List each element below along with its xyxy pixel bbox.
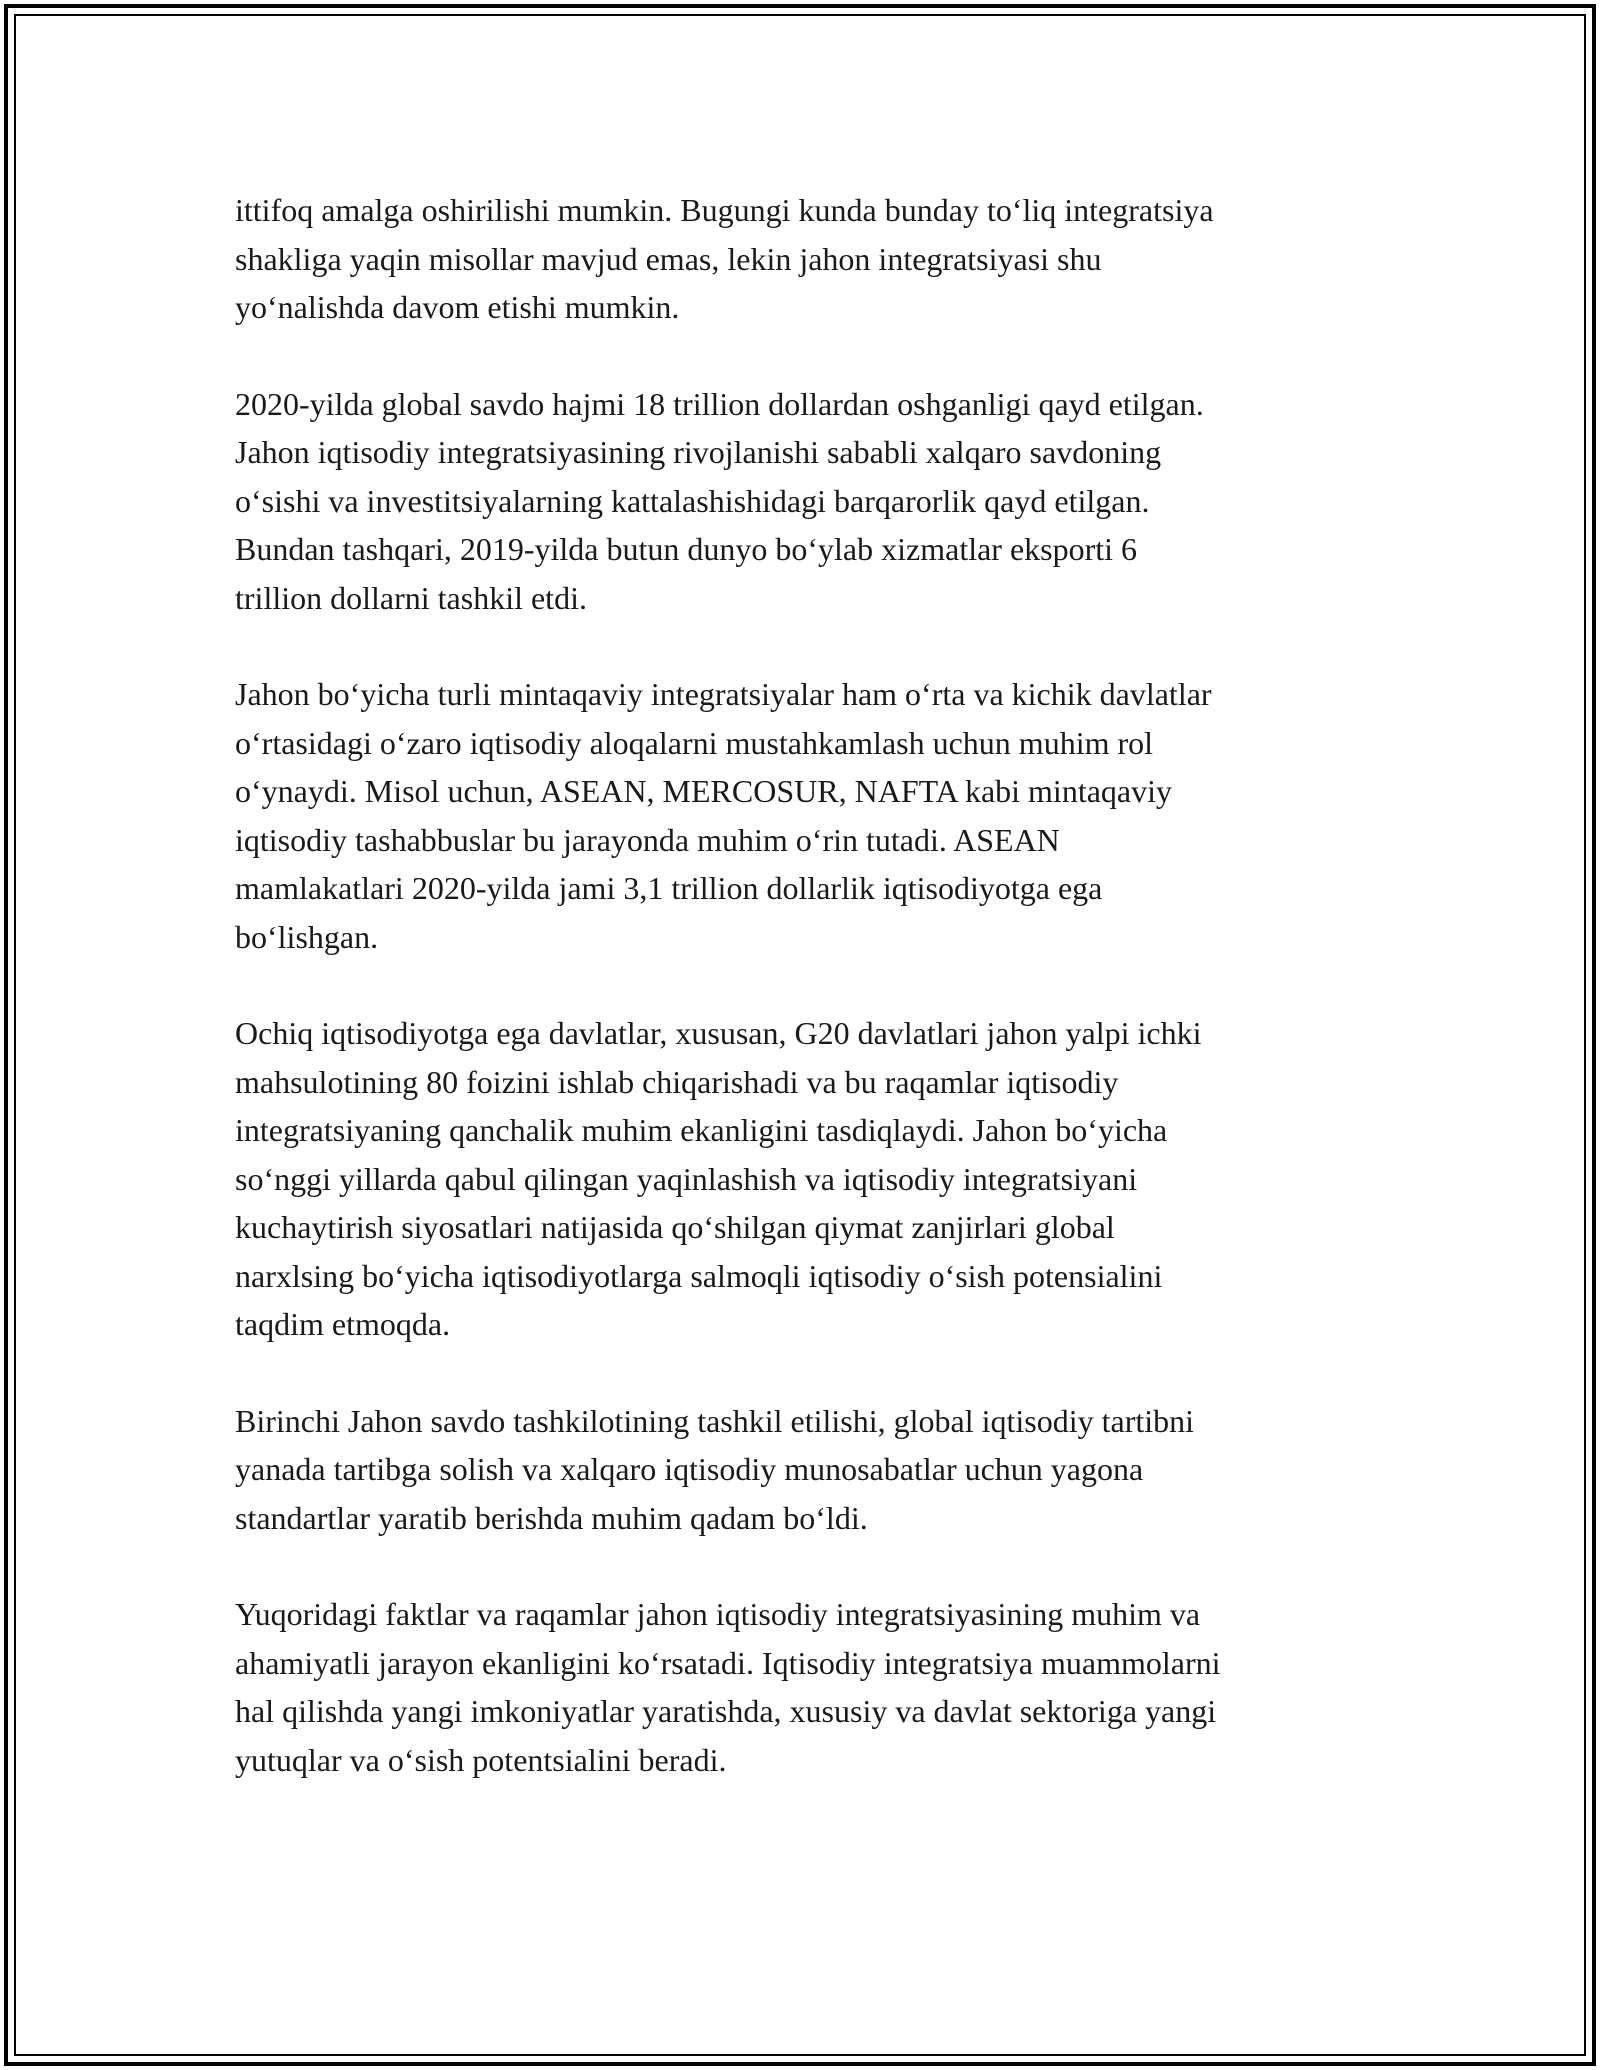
document-body bbox=[235, 186, 1370, 1832]
paragraph-5: Birinchi Jahon savdo tashkilotining tashkil etilishi, global iqtisodiy tartibni yanada tartibga solish va xalqaro iqtisodiy munosabatlar uchun yagona standartlar yaratib berishda muhim qadam bo‘ldi. bbox=[235, 1402, 1195, 1536]
paragraph-3: Jahon bo‘yicha turli mintaqaviy integratsiyalar ham o‘rta va kichik davlatlar o‘rtasidagi o‘zaro iqtisodiy aloqalarni mustahkamlash uchun muhim rol o‘ynaydi. Misol uchun, ASEAN, MERCOSUR, NAFTA kabi mintaqaviy iqtisodiy tashabbuslar bu jarayonda muhim o‘rin tutadi. ASEAN mamlakatlari 2020-yilda jami 3,1 trillion dollarlik iqtisodiyotga ega bo‘lishgan. bbox=[235, 676, 1212, 955]
paragraph-1: ittifoq amalga oshirilishi mumkin. Bugungi kunda bunday to‘liq integratsiya shakliga yaqin misollar mavjud emas, lekin jahon integratsiyasi shu yo‘nalishda davom etishi mumkin. bbox=[235, 192, 1214, 325]
paragraph-4: Ochiq iqtisodiyotga ega davlatlar, xususan, G20 davlatlari jahon yalpi ichki mahsulotining 80 foizini ishlab chiqarishadi va bu raqamlar iqtisodiy integratsiyaning qanchalik muhim ekanligini tasdiqlaydi. Jahon bo‘yicha so‘nggi yillarda qabul qilingan yaqinlashish va iqtisodiy integratsiyani kuchaytirish siyosatlari natijasida qo‘shilgan qiymat zanjirlari global narxlsing bo‘yicha iqtisodiyotlarga salmoqli iqtisodiy o‘sish potensialini taqdim etmoqda. bbox=[235, 1015, 1202, 1342]
paragraph-2: 2020-yilda global savdo hajmi 18 trillion dollardan oshganligi qayd etilgan. Jahon iqtisodiy integratsiyasining rivojlanishi sababli xalqaro savdoning o‘sishi va investitsiyalarning kattalashishidagi barqarorlik qayd etilgan. Bundan tashqari, 2019-yilda butun dunyo bo‘ylab xizmatlar eksporti 6 trillion dollarni tashkil etdi. bbox=[235, 385, 1204, 616]
paragraph-6: Yuqoridagi faktlar va raqamlar jahon iqtisodiy integratsiyasining muhim va ahamiyatli jarayon ekanligini ko‘rsatadi. Iqtisodiy integratsiya muammolarni hal qilishda yangi imkoniyatlar yaratishda, xususiy va davlat sektoriga yangi yutuqlar va o‘sish potentsialini beradi. bbox=[235, 1596, 1221, 1778]
